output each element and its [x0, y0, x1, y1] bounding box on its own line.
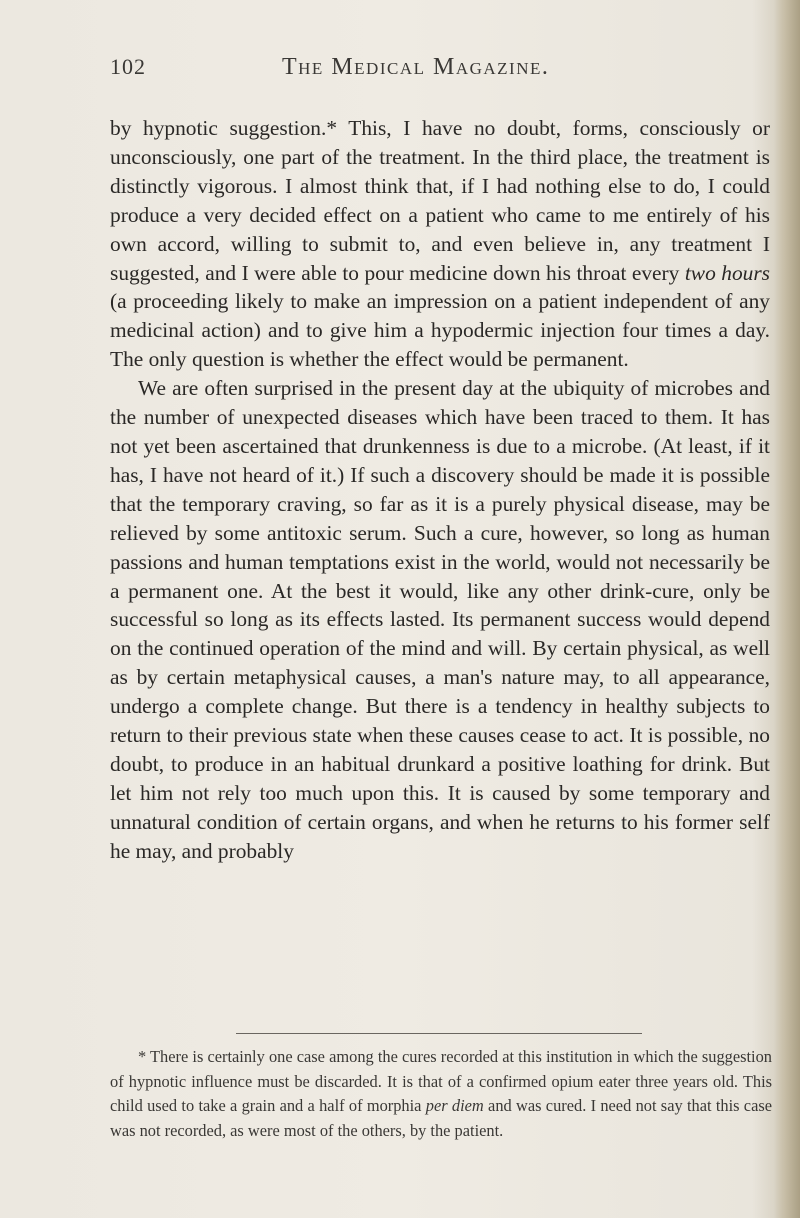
footnote-text-b: and was cured. I need not say that this case was not recorded, as were most of the others, by the patient. [110, 1096, 773, 1140]
page-number: 102 [110, 54, 146, 79]
main-text [110, 114, 770, 866]
paragraph-2: We are often surprised in the present day at the ubiquity of microbes and the number of unexpected diseases which have been traced to them. It has not yet been ascertained that drunkenness is due to a microbe. (At least, if it has, I have not heard of it.) If such a discovery should be made it is possible that the temporary craving, so far as it is a purely physical disease, may be relieved by some antitoxic serum. Such a cure, however, so long as human passions and human temptations exist in the world, would not necessarily be a permanent one. At the best it would, like any other drink-cure, only be successful so long as its effects lasted. Its permanent success would depend on the continued operation of the mind and will. By certain physical, as well as by certain metaphysical causes, a man's nature may, to all appearance, undergo a complete change. But there is a tendency in healthy subjects to return to their previous state when these causes cease to act. It is possible, no doubt, to produce in an habitual drunkard a positive loathing for drink. But let him not rely too much upon this. It is caused by some temporary and unnatural condition of certain organs, and when he returns to his former self he may, and probably [110, 376, 770, 863]
footnote-paragraph [110, 1045, 772, 1143]
page-header [110, 54, 716, 90]
footnote-text-a: * There is certainly one case among the cures recorded at this institution in which the suggestion of hypnotic influence must be discarded. It is that of a confirmed opium eater three years old. This child used to take a grain and a half of morphia [110, 1047, 772, 1116]
footnote-rule [236, 1033, 642, 1034]
paragraph-1-text-b: (a proceeding likely to make an impression on a patient independent of any medicinal action) and to give him a hypodermic injection four times a day. The only question is whether the effect would be permanent. [110, 289, 770, 372]
footnote [110, 1045, 772, 1143]
paragraph-1-text-a: by hypnotic suggestion.* This, I have no doubt, forms, consciously or unconsciously, one part of the treatment. In the third place, the treatment is distinctly vigorous. I almost think that, if I had nothing else to do, I could produce a very decided effect on a patient who came to me entirely of his own accord, willing to submit to, and even believe in, any treatment I suggested, and I were able to pour medicine down his throat every [110, 116, 770, 285]
page-edge [774, 0, 800, 1218]
running-title: The Medical Magazine. [282, 54, 550, 80]
paragraph-1 [110, 114, 770, 374]
paragraph-1-emphasis: two hours [684, 260, 770, 285]
footnote-emphasis: per diem [425, 1096, 484, 1116]
